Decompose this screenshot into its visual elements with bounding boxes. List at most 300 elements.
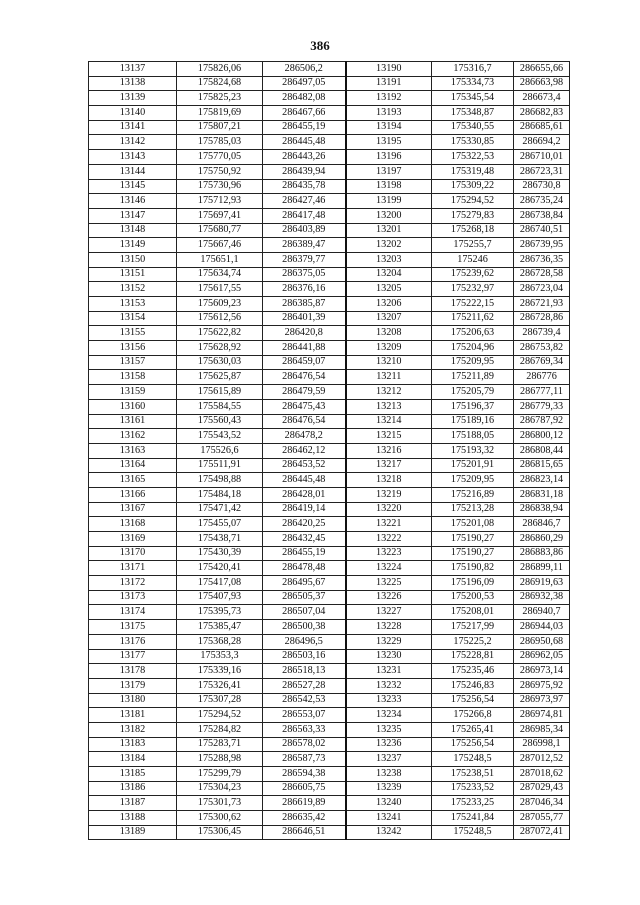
table-cell-y-coordinate: 286518,13	[263, 664, 346, 679]
table-cell-y-coordinate: 286459,07	[263, 355, 346, 370]
table-cell-y-coordinate: 286455,19	[263, 546, 346, 561]
table-cell-x-coordinate: 175339,16	[177, 664, 263, 679]
table-cell-x-coordinate: 175235,46	[432, 664, 514, 679]
table-cell-point-number: 13141	[89, 120, 177, 135]
table-cell-y-coordinate: 286379,77	[263, 252, 346, 267]
table-cell-x-coordinate: 175368,28	[177, 634, 263, 649]
table-row	[89, 91, 570, 106]
table-cell-point-number: 13165	[89, 473, 177, 488]
table-cell-x-coordinate: 175228,81	[432, 649, 514, 664]
table-cell-y-coordinate: 286779,33	[514, 399, 570, 414]
table-cell-point-number: 13160	[89, 399, 177, 414]
table-cell-point-number: 13206	[346, 297, 432, 312]
table-cell-x-coordinate: 175819,69	[177, 106, 263, 121]
table-cell-x-coordinate: 175248,5	[432, 752, 514, 767]
table-cell-x-coordinate: 175283,71	[177, 737, 263, 752]
table-cell-x-coordinate: 175825,23	[177, 91, 263, 106]
table-cell-y-coordinate: 287046,34	[514, 796, 570, 811]
table-cell-y-coordinate: 286445,48	[263, 473, 346, 488]
table-cell-x-coordinate: 175241,84	[432, 811, 514, 826]
table-cell-y-coordinate: 286735,24	[514, 194, 570, 209]
table-cell-point-number: 13177	[89, 649, 177, 664]
table-cell-point-number: 13224	[346, 561, 432, 576]
table-cell-point-number: 13180	[89, 693, 177, 708]
table-cell-y-coordinate: 286505,37	[263, 590, 346, 605]
table-row	[89, 825, 570, 840]
table-row	[89, 634, 570, 649]
table-cell-y-coordinate: 286527,28	[263, 678, 346, 693]
table-cell-y-coordinate: 286944,03	[514, 620, 570, 635]
table-row	[89, 576, 570, 591]
table-cell-point-number: 13199	[346, 194, 432, 209]
table-cell-x-coordinate: 175634,74	[177, 267, 263, 282]
table-cell-x-coordinate: 175216,89	[432, 487, 514, 502]
table-cell-x-coordinate: 175584,55	[177, 399, 263, 414]
table-cell-x-coordinate: 175238,51	[432, 767, 514, 782]
table-cell-x-coordinate: 175471,42	[177, 502, 263, 517]
table-cell-point-number: 13219	[346, 487, 432, 502]
coordinates-table-body	[89, 62, 570, 840]
table-row	[89, 164, 570, 179]
table-cell-y-coordinate: 286479,59	[263, 385, 346, 400]
table-cell-y-coordinate: 286420,25	[263, 517, 346, 532]
table-cell-x-coordinate: 175200,53	[432, 590, 514, 605]
table-row	[89, 297, 570, 312]
table-cell-x-coordinate: 175543,52	[177, 429, 263, 444]
table-cell-point-number: 13138	[89, 76, 177, 91]
table-row	[89, 311, 570, 326]
table-cell-point-number: 13205	[346, 282, 432, 297]
table-cell-point-number: 13204	[346, 267, 432, 282]
table-cell-x-coordinate: 175217,99	[432, 620, 514, 635]
table-cell-point-number: 13140	[89, 106, 177, 121]
table-cell-y-coordinate: 287055,77	[514, 811, 570, 826]
table-cell-point-number: 13221	[346, 517, 432, 532]
table-cell-point-number: 13187	[89, 796, 177, 811]
table-cell-point-number: 13225	[346, 576, 432, 591]
table-cell-x-coordinate: 175628,92	[177, 341, 263, 356]
table-cell-y-coordinate: 286973,97	[514, 693, 570, 708]
table-row	[89, 223, 570, 238]
table-cell-x-coordinate: 175353,3	[177, 649, 263, 664]
table-cell-y-coordinate: 286899,11	[514, 561, 570, 576]
table-cell-x-coordinate: 175233,25	[432, 796, 514, 811]
table-cell-point-number: 13142	[89, 135, 177, 150]
table-cell-y-coordinate: 286838,94	[514, 502, 570, 517]
table-cell-y-coordinate: 286445,48	[263, 135, 346, 150]
table-cell-point-number: 13207	[346, 311, 432, 326]
table-cell-x-coordinate: 175526,6	[177, 443, 263, 458]
table-cell-point-number: 13169	[89, 532, 177, 547]
table-cell-y-coordinate: 286776	[514, 370, 570, 385]
table-cell-point-number: 13166	[89, 487, 177, 502]
table-cell-x-coordinate: 175294,52	[432, 194, 514, 209]
table-cell-point-number: 13223	[346, 546, 432, 561]
table-row	[89, 649, 570, 664]
table-cell-x-coordinate: 175750,92	[177, 164, 263, 179]
table-cell-x-coordinate: 175560,43	[177, 414, 263, 429]
table-cell-x-coordinate: 175348,87	[432, 106, 514, 121]
table-row	[89, 385, 570, 400]
table-cell-point-number: 13212	[346, 385, 432, 400]
table-row	[89, 693, 570, 708]
table-cell-point-number: 13234	[346, 708, 432, 723]
table-cell-point-number: 13190	[346, 62, 432, 77]
table-row	[89, 708, 570, 723]
table-row	[89, 179, 570, 194]
table-cell-x-coordinate: 175288,98	[177, 752, 263, 767]
table-cell-x-coordinate: 175316,7	[432, 62, 514, 77]
table-cell-point-number: 13236	[346, 737, 432, 752]
table-cell-y-coordinate: 286730,8	[514, 179, 570, 194]
table-cell-x-coordinate: 175225,2	[432, 634, 514, 649]
table-cell-point-number: 13139	[89, 91, 177, 106]
table-cell-point-number: 13216	[346, 443, 432, 458]
table-cell-point-number: 13147	[89, 208, 177, 223]
table-cell-x-coordinate: 175651,1	[177, 252, 263, 267]
coordinates-table	[88, 61, 570, 840]
table-cell-point-number: 13217	[346, 458, 432, 473]
table-cell-x-coordinate: 175190,27	[432, 532, 514, 547]
table-cell-x-coordinate: 175239,62	[432, 267, 514, 282]
table-cell-point-number: 13241	[346, 811, 432, 826]
table-cell-y-coordinate: 286478,2	[263, 429, 346, 444]
table-cell-point-number: 13172	[89, 576, 177, 591]
table-cell-point-number: 13162	[89, 429, 177, 444]
table-cell-x-coordinate: 175807,21	[177, 120, 263, 135]
table-cell-x-coordinate: 175785,03	[177, 135, 263, 150]
table-cell-point-number: 13196	[346, 150, 432, 165]
table-cell-y-coordinate: 286769,34	[514, 355, 570, 370]
table-cell-x-coordinate: 175824,68	[177, 76, 263, 91]
table-cell-x-coordinate: 175625,87	[177, 370, 263, 385]
table-row	[89, 737, 570, 752]
table-cell-x-coordinate: 175213,28	[432, 502, 514, 517]
table-cell-x-coordinate: 175511,91	[177, 458, 263, 473]
table-cell-y-coordinate: 286846,7	[514, 517, 570, 532]
table-cell-point-number: 13211	[346, 370, 432, 385]
table-cell-y-coordinate: 286685,61	[514, 120, 570, 135]
table-cell-point-number: 13209	[346, 341, 432, 356]
table-cell-y-coordinate: 286694,2	[514, 135, 570, 150]
table-cell-x-coordinate: 175420,41	[177, 561, 263, 576]
table-row	[89, 605, 570, 620]
table-cell-point-number: 13210	[346, 355, 432, 370]
table-cell-point-number: 13191	[346, 76, 432, 91]
table-row	[89, 561, 570, 576]
table-cell-y-coordinate: 286503,16	[263, 649, 346, 664]
table-cell-point-number: 13222	[346, 532, 432, 547]
table-cell-x-coordinate: 175279,83	[432, 208, 514, 223]
table-cell-point-number: 13200	[346, 208, 432, 223]
table-cell-x-coordinate: 175211,62	[432, 311, 514, 326]
table-cell-y-coordinate: 286443,26	[263, 150, 346, 165]
table-cell-point-number: 13167	[89, 502, 177, 517]
table-cell-y-coordinate: 286428,01	[263, 487, 346, 502]
table-cell-y-coordinate: 286507,04	[263, 605, 346, 620]
table-cell-x-coordinate: 175256,54	[432, 693, 514, 708]
table-cell-point-number: 13227	[346, 605, 432, 620]
table-cell-x-coordinate: 175232,97	[432, 282, 514, 297]
table-cell-x-coordinate: 175455,07	[177, 517, 263, 532]
table-row	[89, 781, 570, 796]
table-cell-point-number: 13154	[89, 311, 177, 326]
table-cell-point-number: 13143	[89, 150, 177, 165]
table-cell-x-coordinate: 175826,06	[177, 62, 263, 77]
table-row	[89, 546, 570, 561]
table-cell-x-coordinate: 175385,47	[177, 620, 263, 635]
table-cell-x-coordinate: 175309,22	[432, 179, 514, 194]
table-cell-point-number: 13213	[346, 399, 432, 414]
table-cell-y-coordinate: 286619,89	[263, 796, 346, 811]
table-cell-y-coordinate: 286721,93	[514, 297, 570, 312]
table-cell-y-coordinate: 286453,52	[263, 458, 346, 473]
table-cell-point-number: 13202	[346, 238, 432, 253]
table-cell-y-coordinate: 286998,1	[514, 737, 570, 752]
table-cell-y-coordinate: 286385,87	[263, 297, 346, 312]
table-cell-point-number: 13179	[89, 678, 177, 693]
table-cell-x-coordinate: 175246,83	[432, 678, 514, 693]
table-cell-x-coordinate: 175265,41	[432, 722, 514, 737]
table-cell-x-coordinate: 175196,09	[432, 576, 514, 591]
table-cell-y-coordinate: 286594,38	[263, 767, 346, 782]
table-cell-x-coordinate: 175208,01	[432, 605, 514, 620]
table-cell-y-coordinate: 287018,62	[514, 767, 570, 782]
table-cell-x-coordinate: 175322,53	[432, 150, 514, 165]
table-cell-x-coordinate: 175304,23	[177, 781, 263, 796]
table-row	[89, 150, 570, 165]
table-cell-y-coordinate: 287029,43	[514, 781, 570, 796]
table-row	[89, 208, 570, 223]
table-cell-y-coordinate: 286441,88	[263, 341, 346, 356]
table-cell-x-coordinate: 175484,18	[177, 487, 263, 502]
table-cell-x-coordinate: 175256,54	[432, 737, 514, 752]
table-cell-x-coordinate: 175193,32	[432, 443, 514, 458]
table-cell-y-coordinate: 286432,45	[263, 532, 346, 547]
table-cell-y-coordinate: 286753,82	[514, 341, 570, 356]
table-cell-y-coordinate: 286682,83	[514, 106, 570, 121]
table-cell-point-number: 13231	[346, 664, 432, 679]
table-cell-x-coordinate: 175417,08	[177, 576, 263, 591]
table-cell-x-coordinate: 175615,89	[177, 385, 263, 400]
table-cell-y-coordinate: 286800,12	[514, 429, 570, 444]
table-row	[89, 811, 570, 826]
table-cell-point-number: 13230	[346, 649, 432, 664]
table-cell-x-coordinate: 175255,7	[432, 238, 514, 253]
table-row	[89, 487, 570, 502]
table-row	[89, 326, 570, 341]
table-cell-x-coordinate: 175340,55	[432, 120, 514, 135]
table-cell-point-number: 13148	[89, 223, 177, 238]
table-cell-x-coordinate: 175209,95	[432, 355, 514, 370]
table-cell-y-coordinate: 286506,2	[263, 62, 346, 77]
table-cell-point-number: 13237	[346, 752, 432, 767]
table-cell-y-coordinate: 286376,16	[263, 282, 346, 297]
page-number: 386	[310, 38, 330, 53]
table-row	[89, 341, 570, 356]
table-row	[89, 722, 570, 737]
table-cell-point-number: 13144	[89, 164, 177, 179]
table-cell-point-number: 13173	[89, 590, 177, 605]
table-cell-y-coordinate: 286919,63	[514, 576, 570, 591]
table-cell-point-number: 13152	[89, 282, 177, 297]
table-cell-y-coordinate: 286883,86	[514, 546, 570, 561]
table-row	[89, 590, 570, 605]
table-row	[89, 194, 570, 209]
table-cell-x-coordinate: 175307,28	[177, 693, 263, 708]
table-cell-x-coordinate: 175201,91	[432, 458, 514, 473]
table-cell-y-coordinate: 286663,98	[514, 76, 570, 91]
table-cell-point-number: 13157	[89, 355, 177, 370]
table-cell-point-number: 13175	[89, 620, 177, 635]
table-cell-y-coordinate: 286787,92	[514, 414, 570, 429]
table-cell-y-coordinate: 286823,14	[514, 473, 570, 488]
table-cell-x-coordinate: 175438,71	[177, 532, 263, 547]
table-cell-point-number: 13168	[89, 517, 177, 532]
table-cell-point-number: 13155	[89, 326, 177, 341]
table-cell-point-number: 13203	[346, 252, 432, 267]
table-cell-point-number: 13229	[346, 634, 432, 649]
table-row	[89, 267, 570, 282]
table-cell-x-coordinate: 175609,23	[177, 297, 263, 312]
table-cell-y-coordinate: 286476,54	[263, 370, 346, 385]
table-cell-x-coordinate: 175300,62	[177, 811, 263, 826]
table-cell-point-number: 13233	[346, 693, 432, 708]
table-cell-x-coordinate: 175498,88	[177, 473, 263, 488]
table-cell-x-coordinate: 175299,79	[177, 767, 263, 782]
table-cell-point-number: 13201	[346, 223, 432, 238]
table-cell-point-number: 13235	[346, 722, 432, 737]
table-cell-y-coordinate: 286375,05	[263, 267, 346, 282]
table-row	[89, 120, 570, 135]
table-cell-x-coordinate: 175730,96	[177, 179, 263, 194]
table-cell-x-coordinate: 175190,82	[432, 561, 514, 576]
table-cell-y-coordinate: 286940,7	[514, 605, 570, 620]
table-cell-x-coordinate: 175188,05	[432, 429, 514, 444]
table-cell-y-coordinate: 286578,02	[263, 737, 346, 752]
table-cell-y-coordinate: 287012,52	[514, 752, 570, 767]
table-cell-point-number: 13220	[346, 502, 432, 517]
table-cell-point-number: 13184	[89, 752, 177, 767]
table-cell-x-coordinate: 175266,8	[432, 708, 514, 723]
table-cell-x-coordinate: 175246	[432, 252, 514, 267]
table-row	[89, 473, 570, 488]
table-row	[89, 678, 570, 693]
table-row	[89, 355, 570, 370]
table-row	[89, 767, 570, 782]
table-cell-point-number: 13242	[346, 825, 432, 840]
table-cell-y-coordinate: 286974,81	[514, 708, 570, 723]
table-row	[89, 76, 570, 91]
table-cell-y-coordinate: 286403,89	[263, 223, 346, 238]
table-cell-y-coordinate: 286462,12	[263, 443, 346, 458]
table-cell-y-coordinate: 286950,68	[514, 634, 570, 649]
table-cell-point-number: 13188	[89, 811, 177, 826]
table-row	[89, 664, 570, 679]
table-row	[89, 414, 570, 429]
table-cell-y-coordinate: 286723,31	[514, 164, 570, 179]
table-cell-y-coordinate: 286831,18	[514, 487, 570, 502]
table-cell-y-coordinate: 286973,14	[514, 664, 570, 679]
table-cell-point-number: 13156	[89, 341, 177, 356]
table-row	[89, 752, 570, 767]
table-cell-point-number: 13215	[346, 429, 432, 444]
table-cell-x-coordinate: 175268,18	[432, 223, 514, 238]
table-cell-point-number: 13226	[346, 590, 432, 605]
table-cell-y-coordinate: 286467,66	[263, 106, 346, 121]
table-cell-y-coordinate: 286439,94	[263, 164, 346, 179]
table-cell-y-coordinate: 286427,46	[263, 194, 346, 209]
table-cell-point-number: 13176	[89, 634, 177, 649]
table-cell-point-number: 13150	[89, 252, 177, 267]
table-cell-y-coordinate: 286475,43	[263, 399, 346, 414]
table-cell-point-number: 13186	[89, 781, 177, 796]
table-cell-point-number: 13146	[89, 194, 177, 209]
table-cell-x-coordinate: 175667,46	[177, 238, 263, 253]
table-cell-y-coordinate: 286401,39	[263, 311, 346, 326]
table-cell-point-number: 13185	[89, 767, 177, 782]
table-cell-point-number: 13192	[346, 91, 432, 106]
table-cell-point-number: 13218	[346, 473, 432, 488]
table-cell-x-coordinate: 175190,27	[432, 546, 514, 561]
table-cell-point-number: 13232	[346, 678, 432, 693]
table-cell-x-coordinate: 175770,05	[177, 150, 263, 165]
table-cell-point-number: 13170	[89, 546, 177, 561]
table-cell-x-coordinate: 175345,54	[432, 91, 514, 106]
table-cell-y-coordinate: 286728,86	[514, 311, 570, 326]
table-cell-x-coordinate: 175201,08	[432, 517, 514, 532]
table-cell-point-number: 13171	[89, 561, 177, 576]
table-cell-point-number: 13137	[89, 62, 177, 77]
table-row	[89, 502, 570, 517]
table-row	[89, 252, 570, 267]
table-cell-point-number: 13183	[89, 737, 177, 752]
table-cell-x-coordinate: 175294,52	[177, 708, 263, 723]
table-cell-y-coordinate: 286587,73	[263, 752, 346, 767]
table-cell-x-coordinate: 175622,82	[177, 326, 263, 341]
table-cell-point-number: 13149	[89, 238, 177, 253]
table-cell-y-coordinate: 286740,51	[514, 223, 570, 238]
table-cell-y-coordinate: 286738,84	[514, 208, 570, 223]
table-cell-y-coordinate: 286860,29	[514, 532, 570, 547]
table-cell-x-coordinate: 175330,85	[432, 135, 514, 150]
table-cell-y-coordinate: 286419,14	[263, 502, 346, 517]
table-cell-x-coordinate: 175196,37	[432, 399, 514, 414]
table-cell-y-coordinate: 286496,5	[263, 634, 346, 649]
table-cell-x-coordinate: 175233,52	[432, 781, 514, 796]
table-cell-y-coordinate: 286736,35	[514, 252, 570, 267]
table-cell-point-number: 13158	[89, 370, 177, 385]
table-cell-point-number: 13238	[346, 767, 432, 782]
table-cell-point-number: 13159	[89, 385, 177, 400]
table-cell-point-number: 13228	[346, 620, 432, 635]
table-cell-y-coordinate: 286646,51	[263, 825, 346, 840]
table-cell-x-coordinate: 175284,82	[177, 722, 263, 737]
table-cell-y-coordinate: 286962,05	[514, 649, 570, 664]
table-cell-point-number: 13208	[346, 326, 432, 341]
table-cell-point-number: 13164	[89, 458, 177, 473]
table-cell-y-coordinate: 286985,34	[514, 722, 570, 737]
table-cell-y-coordinate: 286739,4	[514, 326, 570, 341]
table-cell-x-coordinate: 175204,96	[432, 341, 514, 356]
table-cell-y-coordinate: 286553,07	[263, 708, 346, 723]
table-cell-point-number: 13198	[346, 179, 432, 194]
table-cell-y-coordinate: 286497,05	[263, 76, 346, 91]
table-row	[89, 62, 570, 77]
table-cell-y-coordinate: 286542,53	[263, 693, 346, 708]
table-row	[89, 796, 570, 811]
table-cell-point-number: 13163	[89, 443, 177, 458]
